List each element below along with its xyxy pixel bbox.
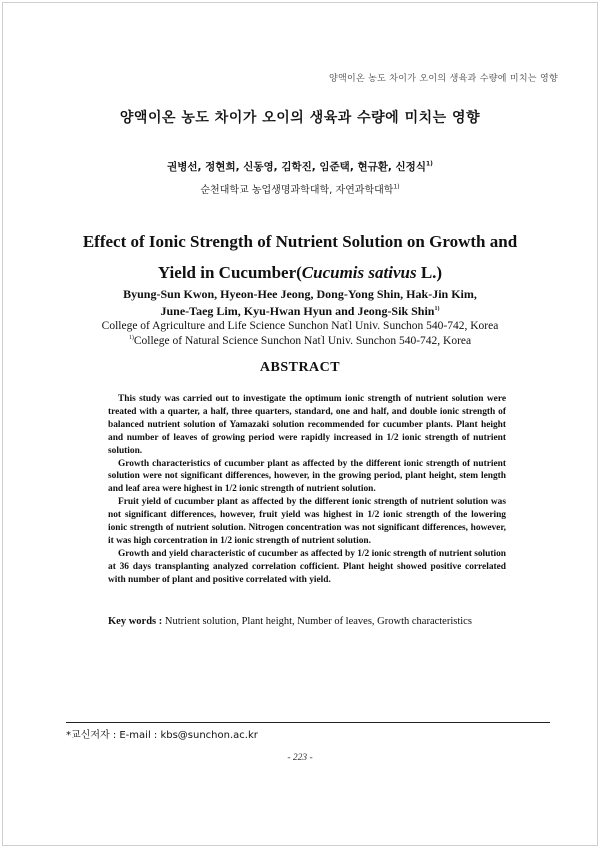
english-authors-line1: Byung-Sun Kwon, Hyeon-Hee Jeong, Dong-Yong Shin, Hak-Jin Kim, [123, 287, 477, 301]
page-number: - 223 - [287, 753, 313, 763]
footnote-marker: * [66, 730, 71, 741]
english-title-suffix: L.) [416, 263, 443, 282]
abstract-paragraph: Fruit yield of cucumber plant as affected by the different ionic strength of nutrient solution was not significant differences, however, fruit yield was highest in 1/2 ionic strength of the lowering ionic strength of nutrient solution. Nitrogen concentration was not significant differences, however, it was high corcentration in 1/2 ionic strength of nutrient solution. [108, 497, 506, 546]
running-head: 양액이온 농도 차이가 오이의 생육과 수량에 미치는 영향 [329, 74, 558, 84]
affil1-rest: l Univ. Sunchon 540-742, Korea [348, 320, 499, 332]
keywords [108, 616, 472, 627]
english-authors-sup: 1) [434, 306, 440, 312]
english-authors [0, 286, 600, 320]
affil2-rest: l Univ. Sunchon 540-742, Korea [321, 335, 472, 347]
keywords-text: Nutrient solution, Plant height, Number of leaves, Growth characteristics [162, 616, 472, 627]
affil2-text: College of Natural Science Sunchon Nat [133, 335, 321, 347]
abstract-paragraph: Growth and yield characteristic of cucumber as affected by 1/2 ionic strength of nutrient solution at 36 days transplanting analyzed correlation cofficient. Plant height showed positive correlated with number of plant and positive correlated with yield. [108, 548, 506, 585]
korean-authors-text: 권병선, 정현희, 신동영, 김학진, 임준택, 현규환, 신정식 [167, 161, 426, 173]
abstract-paragraph: Growth characteristics of cucumber plant as affected by the different ionic strength of nutrient solution were not significant differences, however, in the growing period, plant height, stem length and leaf area were highest in 1/2 ionic strength of nutrient solution. [108, 458, 506, 495]
korean-affiliation-sup: 1) [393, 183, 400, 191]
footnote [66, 726, 258, 741]
korean-authors-sup: 1) [425, 160, 433, 168]
korean-affiliation [0, 181, 600, 196]
affil2-apostrophe: ' [320, 335, 322, 342]
english-title-line1: Effect of Ionic Strength of Nutrient Solution on Growth and [82, 232, 518, 251]
english-title-line2 [60, 257, 540, 288]
korean-authors [0, 159, 600, 174]
english-title [60, 226, 540, 288]
english-affiliation-line1 [60, 319, 540, 334]
english-authors-line2 [0, 303, 600, 320]
english-affiliation [60, 319, 540, 349]
english-title-species: Cucumis sativus [301, 263, 417, 282]
english-authors-line2-text: June-Taeg Lim, Kyu-Hwan Hyun and Jeong-Sik Shin [160, 304, 435, 318]
abstract-body [108, 393, 506, 587]
abstract-paragraph: This study was carried out to investigate the optimum ionic strength of nutrient solution were treated with a quarter, a half, three quarters, standard, one and half, and double ionic strength of balanced nutrient solution of Yamazaki solution recommended for cucumber plants. Plant height and number of leaves of growing period were rapidly increased in 1/2 ionic strength of nutrient solution. [108, 394, 506, 456]
affil2-sup: 1) [128, 335, 134, 342]
affil1-text: College of Agriculture and Life Science Sunchon Nat [101, 320, 348, 332]
footnote-divider [66, 722, 550, 723]
english-title-prefix: Yield in Cucumber( [157, 263, 302, 282]
keywords-label: Key words : [108, 616, 163, 627]
english-affiliation-line2 [60, 334, 540, 349]
abstract-heading: ABSTRACT [259, 360, 341, 375]
footnote-text: 교신저자 : E-mail : kbs@sunchon.ac.kr [71, 730, 258, 741]
korean-affiliation-text: 순천대학교 농업생명과학대학, 자연과학대학 [200, 185, 394, 196]
korean-title: 양액이온 농도 차이가 오이의 생육과 수량에 미치는 영향 [119, 110, 481, 126]
affil1-apostrophe: ' [347, 320, 349, 327]
